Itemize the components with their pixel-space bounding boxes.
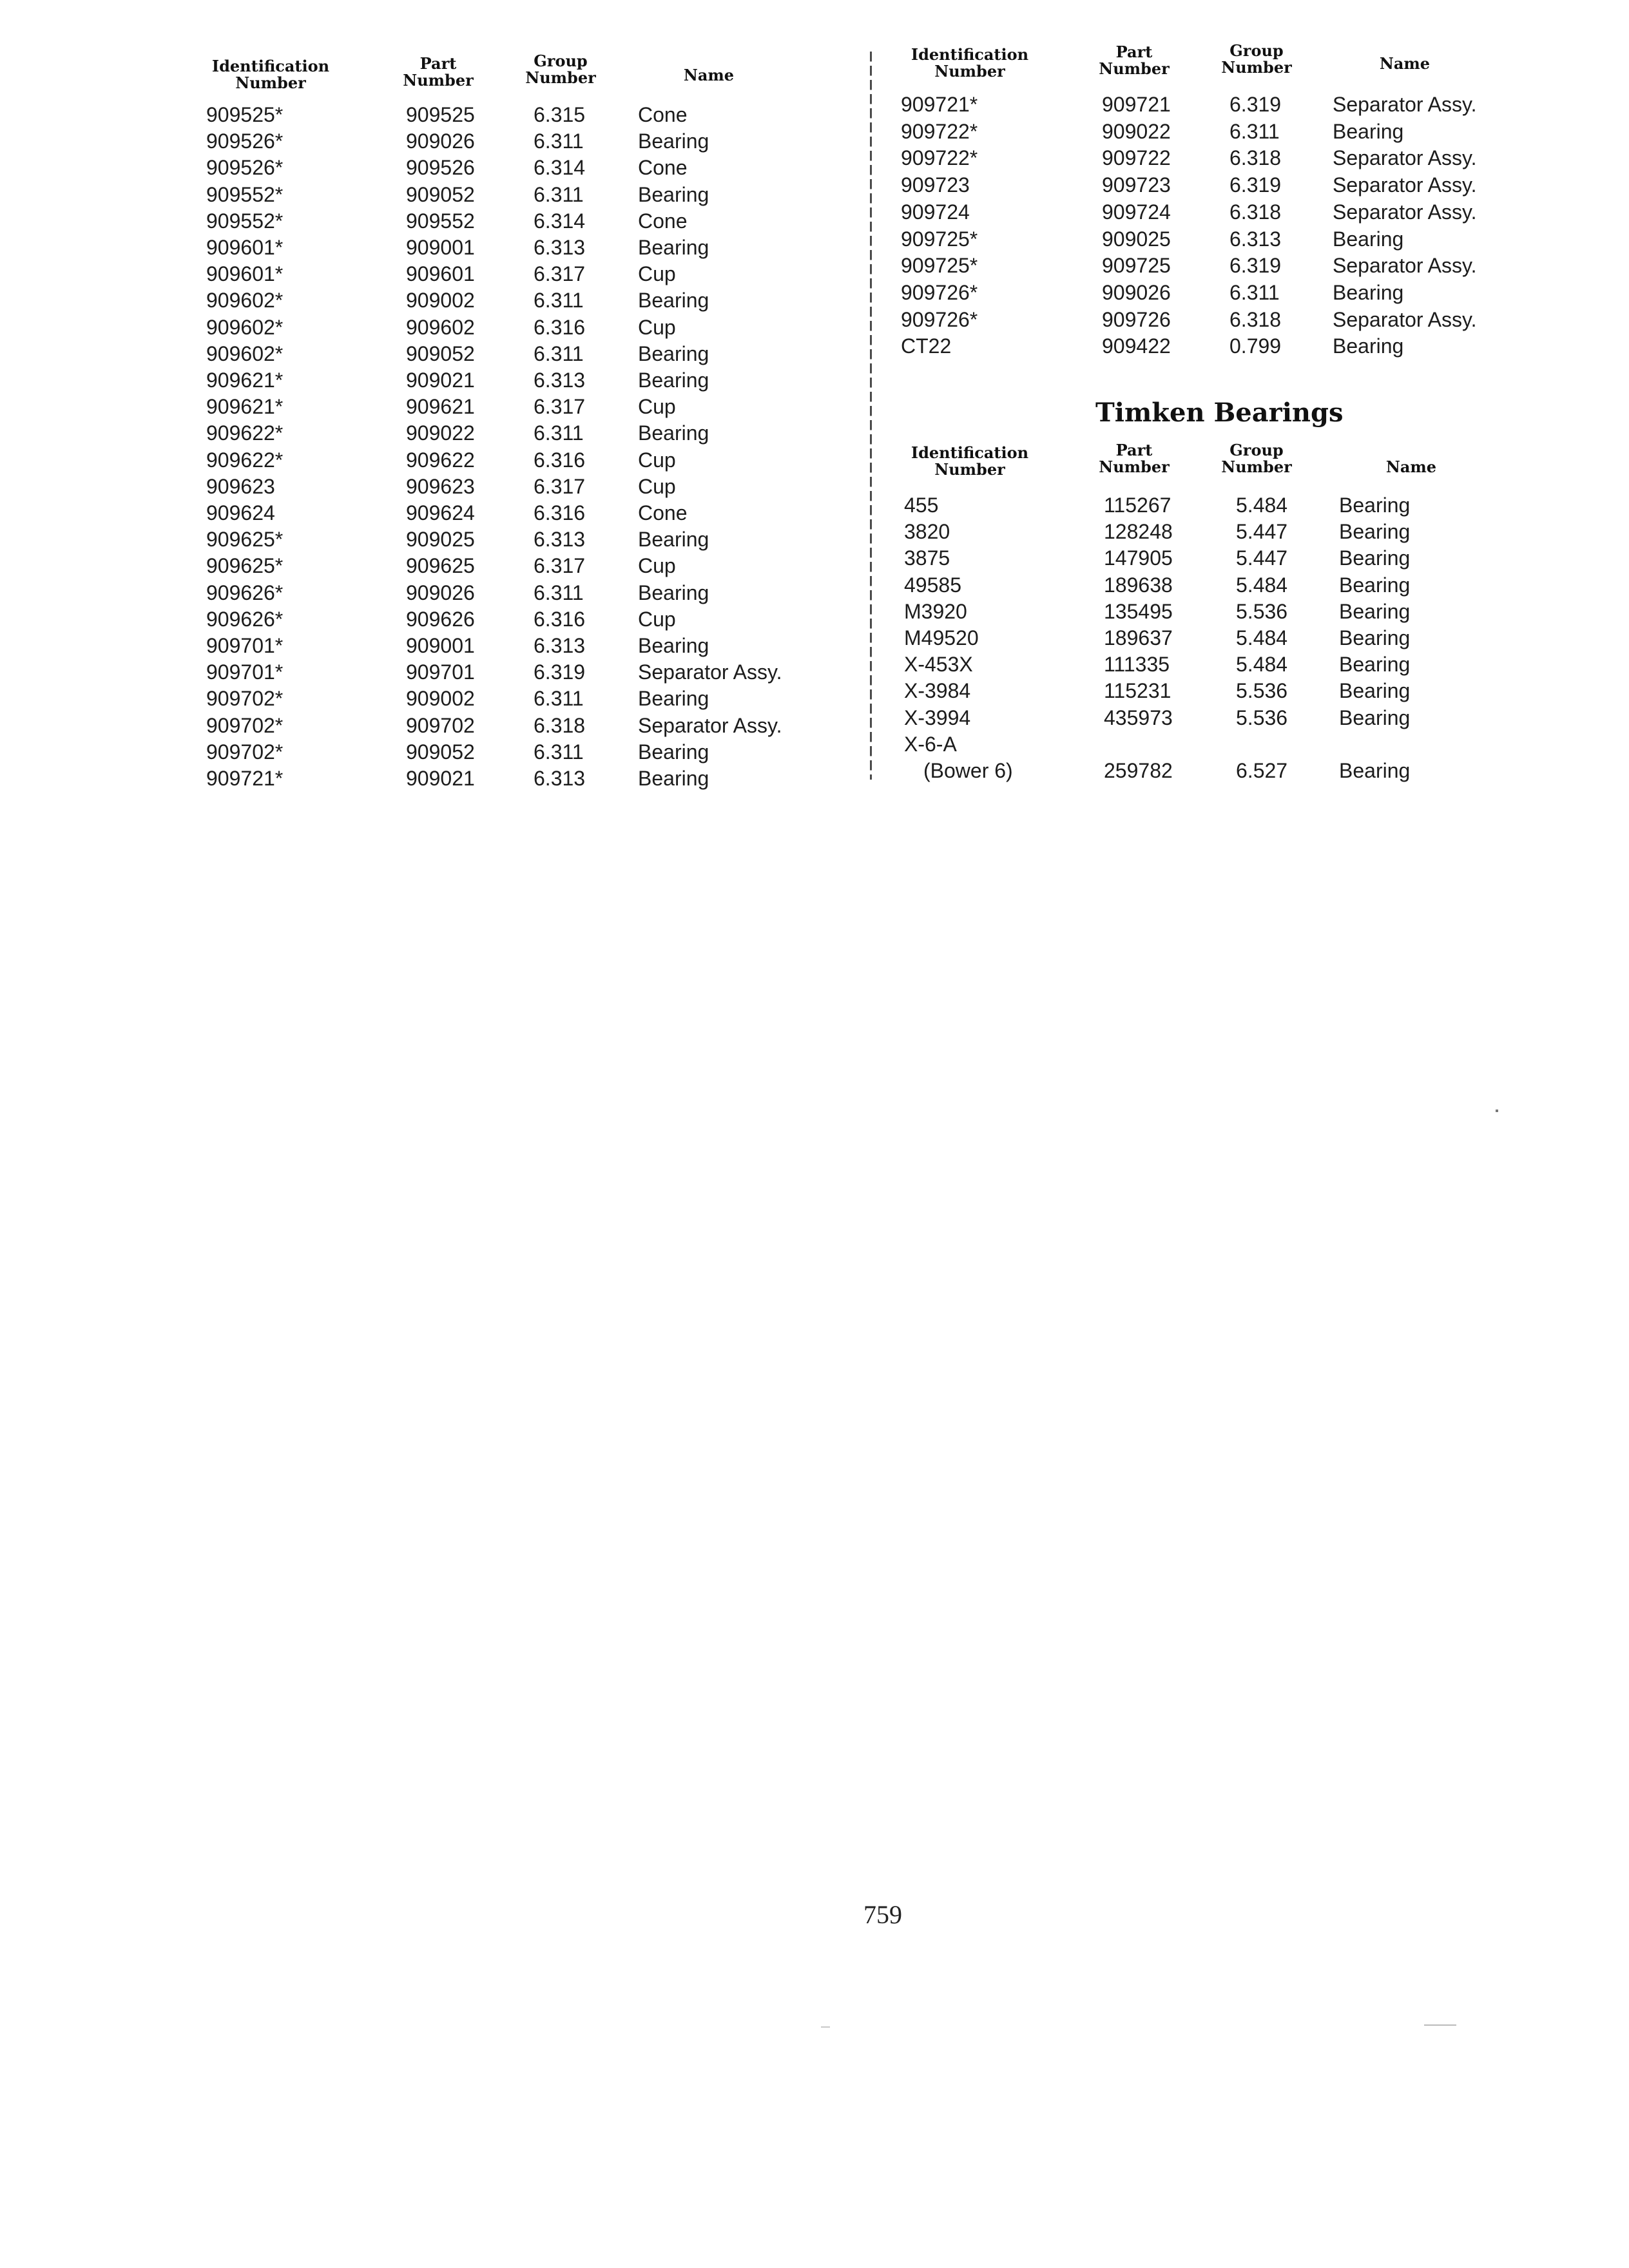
cell-group: 6.319 <box>534 660 586 684</box>
cell-part: 259782 <box>1104 759 1173 782</box>
cell-name: Bearing <box>1333 334 1404 358</box>
cell-name: Bearing <box>1333 120 1404 143</box>
cell-id: 909723 <box>901 173 970 197</box>
cell-id: X-453X <box>904 653 973 676</box>
cell-part: 909001 <box>406 634 475 657</box>
header-line: Name <box>1379 54 1431 73</box>
scan-speck <box>1424 2024 1456 2026</box>
cell-group: 5.447 <box>1236 546 1288 570</box>
cell-part: 909025 <box>1102 227 1171 251</box>
timken-header-id <box>902 445 1037 478</box>
cell-id: 909622* <box>206 448 284 472</box>
cell-part: 909022 <box>1102 120 1171 143</box>
cell-id: 909602* <box>206 289 284 312</box>
cell-name: Bearing <box>638 342 709 365</box>
header-line: Number <box>525 68 596 87</box>
cell-name: Bearing <box>1339 546 1411 570</box>
cell-part: 909022 <box>406 421 475 445</box>
cell-id: 909622* <box>206 421 284 445</box>
cell-part: 189638 <box>1104 573 1173 597</box>
cell-name: Cone <box>638 209 688 233</box>
cell-group: 6.311 <box>1229 120 1280 143</box>
cell-id: 909623 <box>206 475 275 498</box>
cell-part: 189637 <box>1104 626 1173 649</box>
header-line: Part <box>1115 43 1153 61</box>
cell-id: 909602* <box>206 316 284 339</box>
cell-part: 909602 <box>406 316 475 339</box>
cell-name: Bearing <box>638 421 709 445</box>
cell-name: Separator Assy. <box>638 660 782 684</box>
cell-group: 6.313 <box>534 634 586 657</box>
header-line: Group <box>534 52 588 70</box>
cell-name: Separator Assy. <box>1333 308 1477 331</box>
cell-group: 6.311 <box>534 342 584 365</box>
cell-group: 5.536 <box>1236 679 1288 702</box>
header-line: Number <box>1099 457 1170 476</box>
cell-id: 3820 <box>904 520 950 543</box>
cell-name: Bearing <box>1339 679 1411 702</box>
cell-part: 909002 <box>406 687 475 710</box>
cell-id: X-6-A <box>904 733 957 756</box>
cell-id: 909552* <box>206 209 284 233</box>
cell-group: 6.313 <box>534 528 586 551</box>
section-title: Timken Bearings <box>1095 398 1344 428</box>
cell-name: Bearing <box>1339 626 1411 649</box>
header-line: Identification <box>911 443 1029 462</box>
cell-id: 909701* <box>206 660 284 684</box>
cell-part: 909002 <box>406 289 475 312</box>
cell-name: Bearing <box>638 740 709 764</box>
cell-name: Bearing <box>1339 520 1411 543</box>
cell-part: 909021 <box>406 767 475 790</box>
right-header-id <box>902 46 1037 80</box>
cell-name: Separator Assy. <box>1333 200 1477 224</box>
header-line: Number <box>1221 457 1292 476</box>
cell-group: 6.313 <box>534 767 586 790</box>
cell-name: Bearing <box>638 130 709 153</box>
cell-group: 6.317 <box>534 554 586 577</box>
left-header-group <box>516 53 606 86</box>
cell-part: 909625 <box>406 554 475 577</box>
cell-part: 909723 <box>1102 173 1171 197</box>
cell-part: 909422 <box>1102 334 1171 358</box>
cell-part: 128248 <box>1104 520 1173 543</box>
cell-name: Bearing <box>638 528 709 551</box>
cell-group: 6.316 <box>534 448 586 472</box>
timken-header-name <box>1373 459 1450 476</box>
cell-group: 6.317 <box>534 475 586 498</box>
cell-name: Separator Assy. <box>1333 254 1477 277</box>
cell-part: 909722 <box>1102 146 1171 169</box>
cell-group: 6.314 <box>534 209 586 233</box>
cell-group: 6.316 <box>534 501 586 524</box>
cell-part: 909052 <box>406 342 475 365</box>
cell-name: Bearing <box>638 369 709 392</box>
cell-name: Bearing <box>638 634 709 657</box>
cell-part: 909026 <box>406 130 475 153</box>
cell-name: Cone <box>638 156 688 179</box>
cell-id: 909721* <box>206 767 284 790</box>
cell-name: Bearing <box>1339 759 1411 782</box>
cell-id: 909601* <box>206 236 284 259</box>
cell-name: Bearing <box>638 581 709 604</box>
cell-part: 909622 <box>406 448 475 472</box>
cell-id: 909722* <box>901 120 978 143</box>
cell-id: 909625* <box>206 528 284 551</box>
cell-name: Bearing <box>638 183 709 206</box>
cell-part: 909726 <box>1102 308 1171 331</box>
cell-part: 111335 <box>1104 653 1170 676</box>
right-header-group <box>1211 43 1302 76</box>
cell-group: 6.311 <box>534 581 584 604</box>
cell-group: 6.316 <box>534 316 586 339</box>
cell-group: 6.311 <box>534 421 584 445</box>
cell-group: 6.311 <box>534 183 584 206</box>
cell-group: 6.317 <box>534 262 586 285</box>
cell-part: 909026 <box>1102 281 1171 304</box>
cell-group: 5.484 <box>1236 626 1288 649</box>
cell-name: Cup <box>638 395 676 418</box>
cell-id: 909602* <box>206 342 284 365</box>
cell-id: 49585 <box>904 573 961 597</box>
cell-group: 6.313 <box>1229 227 1282 251</box>
left-header-id <box>200 58 342 91</box>
cell-part: 147905 <box>1104 546 1173 570</box>
cell-id: 909726* <box>901 308 978 331</box>
cell-group: 6.319 <box>1229 93 1282 116</box>
cell-id: 909621* <box>206 369 284 392</box>
header-line: Number <box>403 71 474 90</box>
cell-part: 909021 <box>406 369 475 392</box>
cell-group: 5.484 <box>1236 653 1288 676</box>
cell-id: 3875 <box>904 546 950 570</box>
cell-name: Bearing <box>1339 573 1411 597</box>
cell-group: 6.318 <box>1229 308 1282 331</box>
cell-group: 6.314 <box>534 156 586 179</box>
cell-group: 6.313 <box>534 236 586 259</box>
cell-group: 0.799 <box>1229 334 1282 358</box>
right-header-name <box>1366 55 1443 72</box>
cell-name: Cup <box>638 316 676 339</box>
cell-part: 909601 <box>406 262 475 285</box>
cell-group: 6.311 <box>534 687 584 710</box>
header-line: Group <box>1229 41 1284 60</box>
header-line: Name <box>683 66 735 84</box>
cell-group: 6.527 <box>1236 759 1288 782</box>
cell-part: 909025 <box>406 528 475 551</box>
timken-header-group <box>1211 442 1302 476</box>
header-line: Number <box>1221 58 1292 77</box>
cell-group: 5.536 <box>1236 706 1288 729</box>
cell-id: 909726* <box>901 281 978 304</box>
column-divider <box>870 52 872 780</box>
cell-id: 909526* <box>206 130 284 153</box>
cell-name: Bearing <box>1333 281 1404 304</box>
cell-id: 909702* <box>206 714 284 737</box>
cell-part: 909621 <box>406 395 475 418</box>
cell-id: 909621* <box>206 395 284 418</box>
cell-id: 909552* <box>206 183 284 206</box>
header-line: Identification <box>211 57 330 75</box>
cell-id: 909702* <box>206 687 284 710</box>
cell-group: 6.313 <box>534 369 586 392</box>
cell-id: 455 <box>904 494 939 517</box>
cell-name: Bearing <box>1333 227 1404 251</box>
header-line: Number <box>934 62 1005 81</box>
cell-id: 909722* <box>901 146 978 169</box>
header-line: Part <box>1115 441 1153 459</box>
cell-name: Bearing <box>638 687 709 710</box>
cell-group: 6.319 <box>1229 254 1282 277</box>
cell-id: 909601* <box>206 262 284 285</box>
cell-group: 5.536 <box>1236 600 1288 623</box>
cell-part: 115267 <box>1104 494 1171 517</box>
header-line: Part <box>419 54 457 73</box>
cell-id: M49520 <box>904 626 979 649</box>
cell-name: Bearing <box>1339 706 1411 729</box>
cell-name: Cup <box>638 448 676 472</box>
cell-id: 909725* <box>901 254 978 277</box>
cell-part: 909052 <box>406 183 475 206</box>
cell-group: 5.484 <box>1236 494 1288 517</box>
cell-name: Separator Assy. <box>1333 146 1477 169</box>
cell-name: Bearing <box>638 236 709 259</box>
header-line: Number <box>235 73 306 92</box>
cell-name: Bearing <box>638 289 709 312</box>
right-header-part <box>1089 44 1179 77</box>
cell-id: 909725* <box>901 227 978 251</box>
cell-part: 909525 <box>406 103 475 126</box>
cell-id: 909702* <box>206 740 284 764</box>
cell-part: 909026 <box>406 581 475 604</box>
cell-part: 909725 <box>1102 254 1171 277</box>
cell-id: 909701* <box>206 634 284 657</box>
cell-group: 6.319 <box>1229 173 1282 197</box>
cell-name: Separator Assy. <box>638 714 782 737</box>
cell-group: 6.311 <box>1229 281 1280 304</box>
cell-name: Cup <box>638 262 676 285</box>
cell-id: 909525* <box>206 103 284 126</box>
timken-header-part <box>1089 442 1179 476</box>
left-header-part <box>393 55 483 89</box>
header-line: Name <box>1385 457 1437 476</box>
header-line: Number <box>1099 59 1170 78</box>
cell-part: 909526 <box>406 156 475 179</box>
cell-part: 909721 <box>1102 93 1171 116</box>
cell-part: 909623 <box>406 475 475 498</box>
cell-id: X-3984 <box>904 679 971 702</box>
cell-group: 6.311 <box>534 289 584 312</box>
header-line: Identification <box>911 45 1029 64</box>
cell-id: 909724 <box>901 200 970 224</box>
cell-part: 909702 <box>406 714 475 737</box>
cell-group: 6.315 <box>534 103 586 126</box>
cell-id: X-3994 <box>904 706 971 729</box>
cell-name: Bearing <box>1339 494 1411 517</box>
cell-name: Bearing <box>1339 653 1411 676</box>
cell-part: 909052 <box>406 740 475 764</box>
cell-id: 909721* <box>901 93 978 116</box>
cell-name: Cup <box>638 554 676 577</box>
cell-name: Cone <box>638 103 688 126</box>
cell-group: 6.318 <box>1229 200 1282 224</box>
cell-name: Separator Assy. <box>1333 93 1477 116</box>
cell-name: Bearing <box>1339 600 1411 623</box>
cell-name: Cone <box>638 501 688 524</box>
cell-group: 6.318 <box>534 714 586 737</box>
cell-name: Bearing <box>638 767 709 790</box>
cell-group: 6.318 <box>1229 146 1282 169</box>
cell-part: 909624 <box>406 501 475 524</box>
cell-group: 6.317 <box>534 395 586 418</box>
cell-part: 135495 <box>1104 600 1173 623</box>
cell-part: 909626 <box>406 608 475 631</box>
scan-speck <box>1496 1110 1498 1112</box>
header-line: Group <box>1229 441 1284 459</box>
cell-part: 115231 <box>1104 679 1171 702</box>
cell-id: (Bower 6) <box>923 759 1013 782</box>
page-number: 759 <box>863 1900 902 1929</box>
cell-part: 435973 <box>1104 706 1173 729</box>
cell-name: Separator Assy. <box>1333 173 1477 197</box>
cell-id: CT22 <box>901 334 952 358</box>
cell-group: 5.484 <box>1236 573 1288 597</box>
cell-id: 909526* <box>206 156 284 179</box>
cell-name: Cup <box>638 608 676 631</box>
cell-id: 909626* <box>206 608 284 631</box>
header-line: Number <box>934 460 1005 479</box>
cell-name: Cup <box>638 475 676 498</box>
cell-part: 909724 <box>1102 200 1171 224</box>
scan-speck <box>821 2026 830 2028</box>
cell-id: 909625* <box>206 554 284 577</box>
cell-group: 6.311 <box>534 740 584 764</box>
cell-group: 5.447 <box>1236 520 1288 543</box>
cell-id: 909626* <box>206 581 284 604</box>
cell-id: 909624 <box>206 501 275 524</box>
cell-id: M3920 <box>904 600 967 623</box>
cell-part: 909552 <box>406 209 475 233</box>
cell-group: 6.311 <box>534 130 584 153</box>
cell-group: 6.316 <box>534 608 586 631</box>
cell-part: 909001 <box>406 236 475 259</box>
cell-part: 909701 <box>406 660 475 684</box>
left-header-name <box>670 67 747 84</box>
